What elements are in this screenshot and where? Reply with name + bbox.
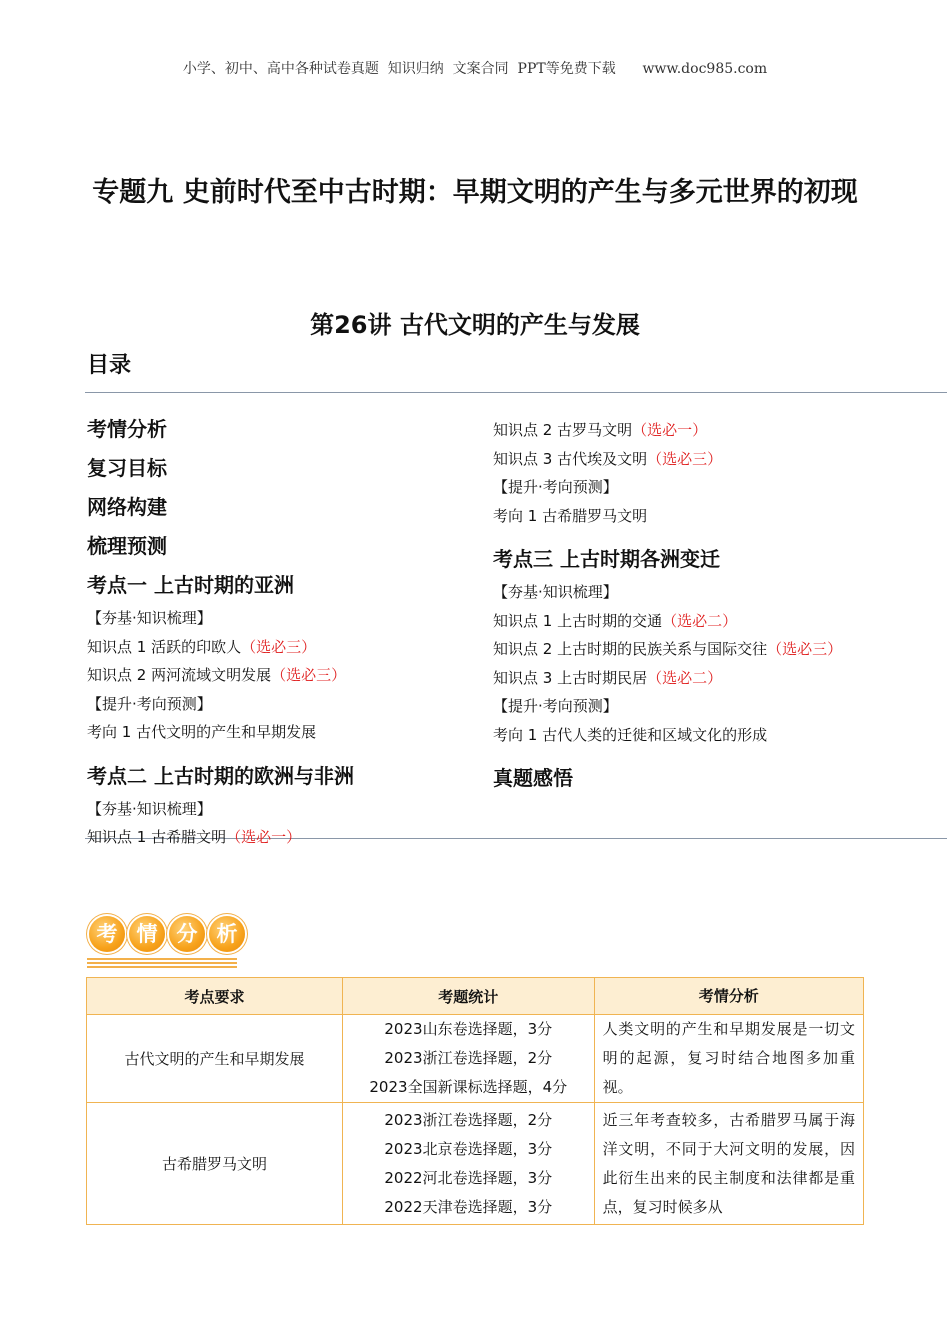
badge-char: 析: [209, 916, 245, 952]
toc-item[interactable]: [493, 635, 853, 664]
toc-item-label: 考情分析: [87, 417, 167, 441]
toc-right-column: [493, 416, 873, 797]
toc-item-label: 知识点 1 上古时期的交通: [493, 611, 663, 630]
toc-item-label: 【提升·考向预测】: [493, 478, 618, 496]
header-stats: 考题统计: [342, 978, 594, 1015]
toc-item-label: 【提升·考向预测】: [87, 694, 212, 713]
toc-item-label: 知识点 1 古希腊文明: [87, 828, 227, 846]
exam-stats-table: [86, 977, 864, 1225]
toc-item-label: 网络构建: [87, 495, 167, 519]
header-analysis: 考情分析: [594, 978, 863, 1015]
badge-char: 分: [169, 916, 205, 952]
page-header: 小学、初中、高中各种试卷真题 知识归纳 文案合同 PPT等免费下载 www.doc985.com: [182, 61, 768, 77]
toc-item-tag: （选必二）: [662, 611, 738, 630]
cell-stats: [342, 1103, 594, 1225]
toc-item-label: 知识点 3 古代埃及文明: [493, 449, 648, 468]
table-header-row: [87, 978, 864, 1015]
toc-item[interactable]: [493, 416, 873, 445]
toc-item-label: 知识点 1 活跃的印欧人: [87, 637, 242, 656]
toc-item-tag: （选必三）: [241, 637, 317, 656]
toc-item[interactable]: [87, 690, 467, 719]
table-row: [87, 1015, 864, 1103]
toc-item-label: 知识点 2 古罗马文明: [493, 421, 633, 439]
topic-title: 专题九 史前时代至中古时期：早期文明的产生与多元世界的初现: [92, 177, 858, 208]
table-row: [87, 1103, 864, 1225]
toc-item[interactable]: [87, 633, 467, 662]
toc-item[interactable]: [493, 578, 873, 607]
lecture-title: 第26讲 古代文明的产生与发展: [310, 311, 640, 339]
toc-item[interactable]: [87, 718, 467, 747]
toc-heading[interactable]: [87, 527, 467, 566]
toc-item[interactable]: [493, 607, 873, 636]
badge-char: 情: [129, 916, 165, 952]
badge-stripe: [87, 958, 237, 960]
toc-item-tag: （选必二）: [647, 668, 723, 687]
toc-heading[interactable]: [87, 757, 467, 795]
stat-line: 2022天津卷选择题，3分: [384, 1197, 553, 1216]
toc-top-rule: [85, 392, 947, 393]
toc-item-tag: （选必三）: [647, 449, 723, 468]
toc-left-column: [87, 410, 467, 852]
toc-item-tag: （选必三）: [271, 666, 347, 684]
toc-item[interactable]: [493, 502, 873, 531]
toc-item-label: 考向 1 古希腊罗马文明: [493, 506, 648, 525]
toc-item-label: 考向 1 古代文明的产生和早期发展: [87, 723, 317, 741]
header-requirement: 考点要求: [87, 978, 343, 1015]
toc-item-label: 考点一 上古时期的亚洲: [87, 573, 294, 597]
toc-item[interactable]: [87, 823, 467, 852]
cell-analysis: 人类文明的产生和早期发展是一切文明的起源，复习时结合地图多加重视。: [594, 1015, 863, 1103]
toc-heading[interactable]: [493, 540, 873, 578]
toc-heading[interactable]: [493, 759, 873, 797]
toc-item-label: 知识点 2 上古时期的民族关系与国际交往: [493, 640, 768, 658]
toc-heading[interactable]: [87, 566, 467, 604]
toc-item[interactable]: [493, 664, 873, 693]
stat-line: 2022河北卷选择题，3分: [384, 1168, 553, 1187]
cell-requirement: 古代文明的产生和早期发展: [87, 1015, 343, 1103]
cell-analysis: 近三年考查较多，古希腊罗马属于海洋文明，不同于大河文明的发展，因此衍生出来的民主制度和法律都是重点，复习时候多从: [594, 1103, 863, 1225]
toc-item-label: 真题感悟: [493, 766, 573, 790]
toc-item[interactable]: [493, 721, 873, 750]
badge-stripe: [87, 962, 237, 964]
toc-item[interactable]: [493, 445, 873, 474]
stat-line: 2023山东卷选择题，3分: [384, 1020, 553, 1038]
toc-item-label: 【夯基·知识梳理】: [493, 583, 618, 601]
cell-requirement: 古希腊罗马文明: [87, 1103, 343, 1225]
toc-item-label: 梳理预测: [87, 534, 167, 558]
toc-item[interactable]: [87, 661, 467, 690]
toc-item-label: 知识点 3 上古时期民居: [493, 668, 648, 687]
toc-item-label: 【夯基·知识梳理】: [87, 799, 212, 818]
toc-heading[interactable]: [87, 488, 467, 527]
toc-item[interactable]: [87, 795, 467, 824]
toc-item-label: 考向 1 古代人类的迁徙和区域文化的形成: [493, 725, 768, 744]
badge-char: 考: [89, 916, 125, 952]
stat-line: 2023浙江卷选择题，2分: [384, 1110, 553, 1129]
toc-item-tag: （选必一）: [632, 421, 708, 439]
toc-item-tag: （选必一）: [226, 828, 302, 846]
toc-item-label: 知识点 2 两河流域文明发展: [87, 666, 272, 684]
toc-item-label: 【夯基·知识梳理】: [87, 609, 212, 627]
toc-heading[interactable]: [87, 410, 467, 449]
toc-item[interactable]: [87, 604, 467, 633]
toc-item[interactable]: [493, 473, 873, 502]
toc-item-label: 考点三 上古时期各洲变迁: [493, 547, 720, 571]
toc-item[interactable]: [493, 692, 873, 721]
toc-item-label: 考点二 上古时期的欧洲与非洲: [87, 763, 354, 788]
badge-stripe: [87, 966, 237, 968]
toc-item-label: 【提升·考向预测】: [493, 697, 618, 715]
toc-item-tag: （选必三）: [767, 640, 843, 658]
toc-label: 目录: [87, 353, 132, 378]
toc-item-label: 复习目标: [87, 456, 167, 480]
cell-stats: [342, 1015, 594, 1103]
section-badge-exam-analysis: [87, 910, 247, 970]
stat-line: 2023北京卷选择题，3分: [384, 1139, 553, 1158]
stat-line: 2023全国新课标选择题，4分: [369, 1078, 568, 1096]
toc-heading[interactable]: [87, 449, 467, 488]
stat-line: 2023浙江卷选择题，2分: [384, 1049, 553, 1067]
